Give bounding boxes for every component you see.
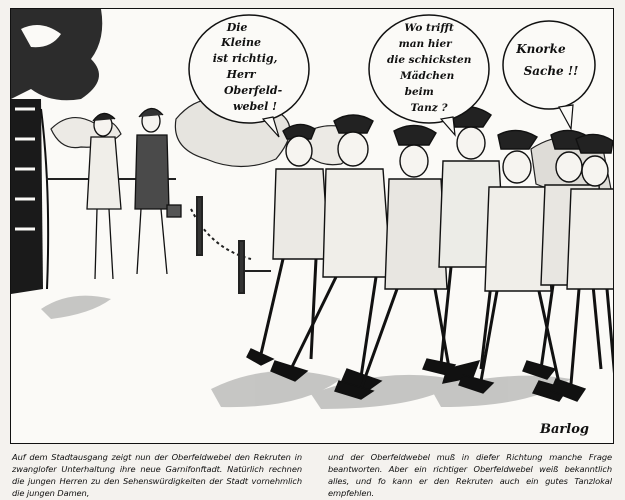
bubble-line: Knorke — [516, 42, 566, 56]
caption-left: Auf dem Stadtausgang zeigt nun der Oberfeldwebel den Rekruten in zwanglofer Unterhaltung ihre neue Garnifonftadt. Natürlich rechnen die jungen Herren zu den Sehenswürdigkeiten der Stadt vornehmlich die jungen Damen, — [12, 452, 302, 498]
women-figures — [87, 108, 181, 279]
bubble-line: beim — [404, 86, 434, 98]
speech-bubble — [503, 21, 595, 129]
bubble-line: Oberfeld- — [223, 84, 283, 97]
bubble-line: Sache !! — [523, 64, 579, 78]
bubble-line: webel ! — [233, 100, 277, 113]
bubble-line: Herr — [226, 68, 256, 81]
bubble-line: die schicksten — [387, 54, 472, 66]
bubble-line: Mädchen — [400, 70, 455, 82]
ground-shadows — [41, 296, 571, 409]
cartoon-drawing — [11, 9, 614, 444]
bubble-line: ist richtig, — [212, 52, 278, 65]
bubble-line: man hier — [398, 38, 452, 50]
tree — [11, 9, 102, 294]
bubble-line: Wo trifft — [404, 22, 454, 34]
artist-signature: Barlog — [540, 422, 589, 437]
bubble-line: Kleine — [221, 36, 262, 49]
bubble-line: Tanz ? — [410, 102, 448, 114]
bubble-line: Die — [226, 21, 248, 34]
cartoon-illustration — [10, 8, 614, 444]
caption-right: und der Oberfeldwebel muß in diefer Richtung manche Frage beantworten. Aber ein richtiger Oberfeldwebel weiß bekanntlich alles, und fo kann er den Rekruten auch ein gutes Tanzlokal empfehlen. — [328, 452, 612, 498]
